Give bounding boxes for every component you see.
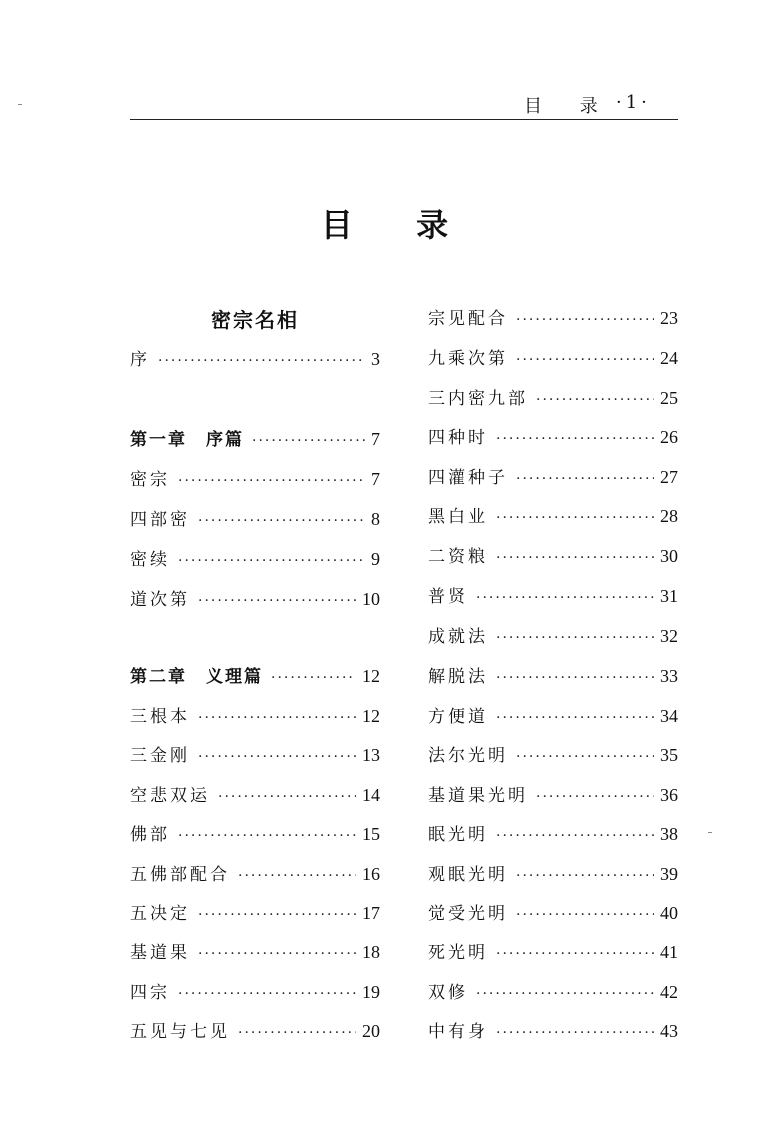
toc-entry-page: 35	[660, 745, 678, 765]
toc-entry-page: 7	[371, 429, 380, 449]
leader-dots	[178, 473, 365, 489]
toc-entry-page: 18	[362, 942, 380, 962]
toc-entry-label: 四灌种子	[428, 468, 508, 488]
running-head	[512, 92, 682, 116]
toc-entry[interactable]	[130, 978, 380, 1004]
toc-entry-page: 31	[660, 586, 678, 606]
toc-entry-label: 黑白业	[428, 507, 488, 527]
toc-entry[interactable]	[428, 384, 678, 410]
leader-dots	[178, 986, 356, 1002]
toc-entry-label: 四部密	[130, 510, 190, 530]
leader-dots	[496, 630, 654, 646]
toc-entry-label: 道次第	[130, 590, 190, 610]
toc-entry-page: 8	[371, 509, 380, 529]
leader-dots	[252, 433, 365, 449]
toc-entry-page: 3	[371, 349, 380, 369]
toc-entry-label: 眠光明	[428, 825, 488, 845]
toc-entry[interactable]	[428, 463, 678, 489]
toc-entry[interactable]	[428, 662, 678, 688]
toc-entry[interactable]	[130, 702, 380, 728]
toc-chapter[interactable]	[130, 662, 380, 688]
scan-margin-mark	[708, 832, 712, 833]
leader-dots	[496, 670, 654, 686]
toc-entry-label: 死光明	[428, 943, 488, 963]
toc-entry-label: 五佛部配合	[130, 865, 230, 885]
toc-entry-label: 成就法	[428, 627, 488, 647]
section-title: 密宗名相	[211, 308, 299, 332]
toc-entry[interactable]	[130, 465, 380, 491]
leader-dots	[158, 353, 365, 369]
toc-entry-page: 28	[660, 506, 678, 526]
toc-entry-page: 43	[660, 1021, 678, 1041]
toc-entry-page: 42	[660, 982, 678, 1002]
page-title: 目 录	[320, 206, 475, 244]
toc-entry[interactable]	[130, 860, 380, 886]
toc-entry-page: 17	[362, 903, 380, 923]
toc-entry-page: 9	[371, 549, 380, 569]
toc-entry-page: 19	[362, 982, 380, 1002]
leader-dots	[516, 312, 654, 328]
toc-entry-page: 38	[660, 824, 678, 844]
toc-entry[interactable]	[130, 545, 380, 571]
toc-entry-label: 观眠光明	[428, 865, 508, 885]
toc-entry-page: 12	[362, 706, 380, 726]
toc-entry-page: 12	[362, 666, 380, 686]
leader-dots	[178, 828, 356, 844]
toc-entry[interactable]	[428, 582, 678, 608]
toc-entry[interactable]	[130, 1017, 380, 1043]
toc-entry-page: 41	[660, 942, 678, 962]
toc-entry-label: 法尔光明	[428, 746, 508, 766]
toc-entry[interactable]	[130, 505, 380, 531]
leader-dots	[496, 431, 654, 447]
toc-entry[interactable]	[428, 304, 678, 330]
toc-entry-page: 10	[362, 589, 380, 609]
toc-entry-label: 五决定	[130, 904, 190, 924]
toc-entry-label: 四种时	[428, 428, 488, 448]
toc-entry[interactable]	[130, 741, 380, 767]
leader-dots	[496, 946, 654, 962]
toc-entry[interactable]	[428, 542, 678, 568]
leader-dots	[496, 510, 654, 526]
toc-entry-page: 15	[362, 824, 380, 844]
toc-entry[interactable]	[428, 781, 678, 807]
toc-entry-page: 30	[660, 546, 678, 566]
toc-entry-page: 24	[660, 348, 678, 368]
toc-entry[interactable]	[428, 622, 678, 648]
toc-entry-page: 27	[660, 467, 678, 487]
toc-entry[interactable]	[130, 899, 380, 925]
toc-entry[interactable]	[130, 938, 380, 964]
leader-dots	[536, 392, 654, 408]
toc-entry-label: 九乘次第	[428, 349, 508, 369]
leader-dots	[496, 828, 654, 844]
toc-entry-page: 36	[660, 785, 678, 805]
running-head-title: 目 录	[524, 96, 614, 117]
toc-entry-label: 基道果光明	[428, 786, 528, 806]
toc-entry-page: 7	[371, 469, 380, 489]
toc-entry-label: 解脱法	[428, 667, 488, 687]
toc-entry[interactable]	[428, 978, 678, 1004]
toc-entry-label: 普贤	[428, 587, 468, 607]
leader-dots	[476, 986, 654, 1002]
toc-entry-page: 40	[660, 903, 678, 923]
toc-entry-page: 20	[362, 1021, 380, 1041]
toc-entry[interactable]	[428, 938, 678, 964]
leader-dots	[271, 670, 356, 686]
toc-chapter-label: 第二章 义理篇	[130, 667, 263, 687]
toc-entry[interactable]	[428, 502, 678, 528]
leader-dots	[198, 946, 356, 962]
toc-entry-label: 中有身	[428, 1022, 488, 1042]
toc-entry[interactable]	[428, 820, 678, 846]
toc-entry-label: 密宗	[130, 470, 170, 490]
leader-dots	[198, 907, 356, 923]
leader-dots	[496, 710, 654, 726]
leader-dots	[496, 1025, 654, 1041]
leader-dots	[516, 868, 654, 884]
toc-entry-label: 佛部	[130, 825, 170, 845]
leader-dots	[238, 868, 356, 884]
toc-entry-page: 13	[362, 745, 380, 765]
toc-entry-page: 32	[660, 626, 678, 646]
running-head-page-number: ·1·	[616, 92, 651, 113]
toc-entry[interactable]	[428, 702, 678, 728]
toc-entry-page: 26	[660, 427, 678, 447]
toc-entry-label: 二资粮	[428, 547, 488, 567]
toc-entry-page: 25	[660, 388, 678, 408]
toc-entry[interactable]	[428, 899, 678, 925]
toc-entry-page: 34	[660, 706, 678, 726]
toc-chapter[interactable]	[130, 425, 380, 451]
toc-entry-page: 14	[362, 785, 380, 805]
leader-dots	[198, 710, 356, 726]
toc-entry-label: 宗见配合	[428, 309, 508, 329]
leader-dots	[476, 590, 654, 606]
toc-entry-label: 三根本	[130, 707, 190, 727]
toc-entry-label: 方便道	[428, 707, 488, 727]
toc-entry-label: 觉受光明	[428, 904, 508, 924]
toc-chapter-label: 第一章 序篇	[130, 430, 244, 450]
toc-entry[interactable]	[130, 781, 380, 807]
toc-entry-page: 33	[660, 666, 678, 686]
toc-entry-label: 密续	[130, 550, 170, 570]
leader-dots	[536, 789, 654, 805]
leader-dots	[238, 1025, 356, 1041]
toc-entry-page: 16	[362, 864, 380, 884]
toc-entry-page: 39	[660, 864, 678, 884]
toc-entry-label: 序	[130, 350, 150, 370]
toc-entry[interactable]	[428, 741, 678, 767]
scan-margin-mark	[18, 104, 22, 105]
toc-entry-label: 三金刚	[130, 746, 190, 766]
leader-dots	[198, 593, 356, 609]
leader-dots	[516, 352, 654, 368]
leader-dots	[178, 553, 365, 569]
toc-entry[interactable]	[428, 423, 678, 449]
leader-dots	[218, 789, 356, 805]
toc-entry-label: 基道果	[130, 943, 190, 963]
toc-entry-label: 空悲双运	[130, 786, 210, 806]
toc-entry-label: 五见与七见	[130, 1022, 230, 1042]
toc-entry[interactable]	[428, 1017, 678, 1043]
leader-dots	[516, 749, 654, 765]
leader-dots	[516, 471, 654, 487]
header-rule	[130, 119, 678, 120]
leader-dots	[198, 749, 356, 765]
toc-entry[interactable]	[428, 860, 678, 886]
toc-entry-label: 三内密九部	[428, 389, 528, 409]
leader-dots	[516, 907, 654, 923]
leader-dots	[496, 550, 654, 566]
toc-entry[interactable]	[130, 345, 380, 371]
toc-entry-label: 双修	[428, 983, 468, 1003]
toc-entry-label: 四宗	[130, 983, 170, 1003]
toc-entry[interactable]	[130, 585, 380, 611]
toc-entry[interactable]	[130, 820, 380, 846]
toc-entry[interactable]	[428, 344, 678, 370]
leader-dots	[198, 513, 365, 529]
toc-entry-page: 23	[660, 308, 678, 328]
